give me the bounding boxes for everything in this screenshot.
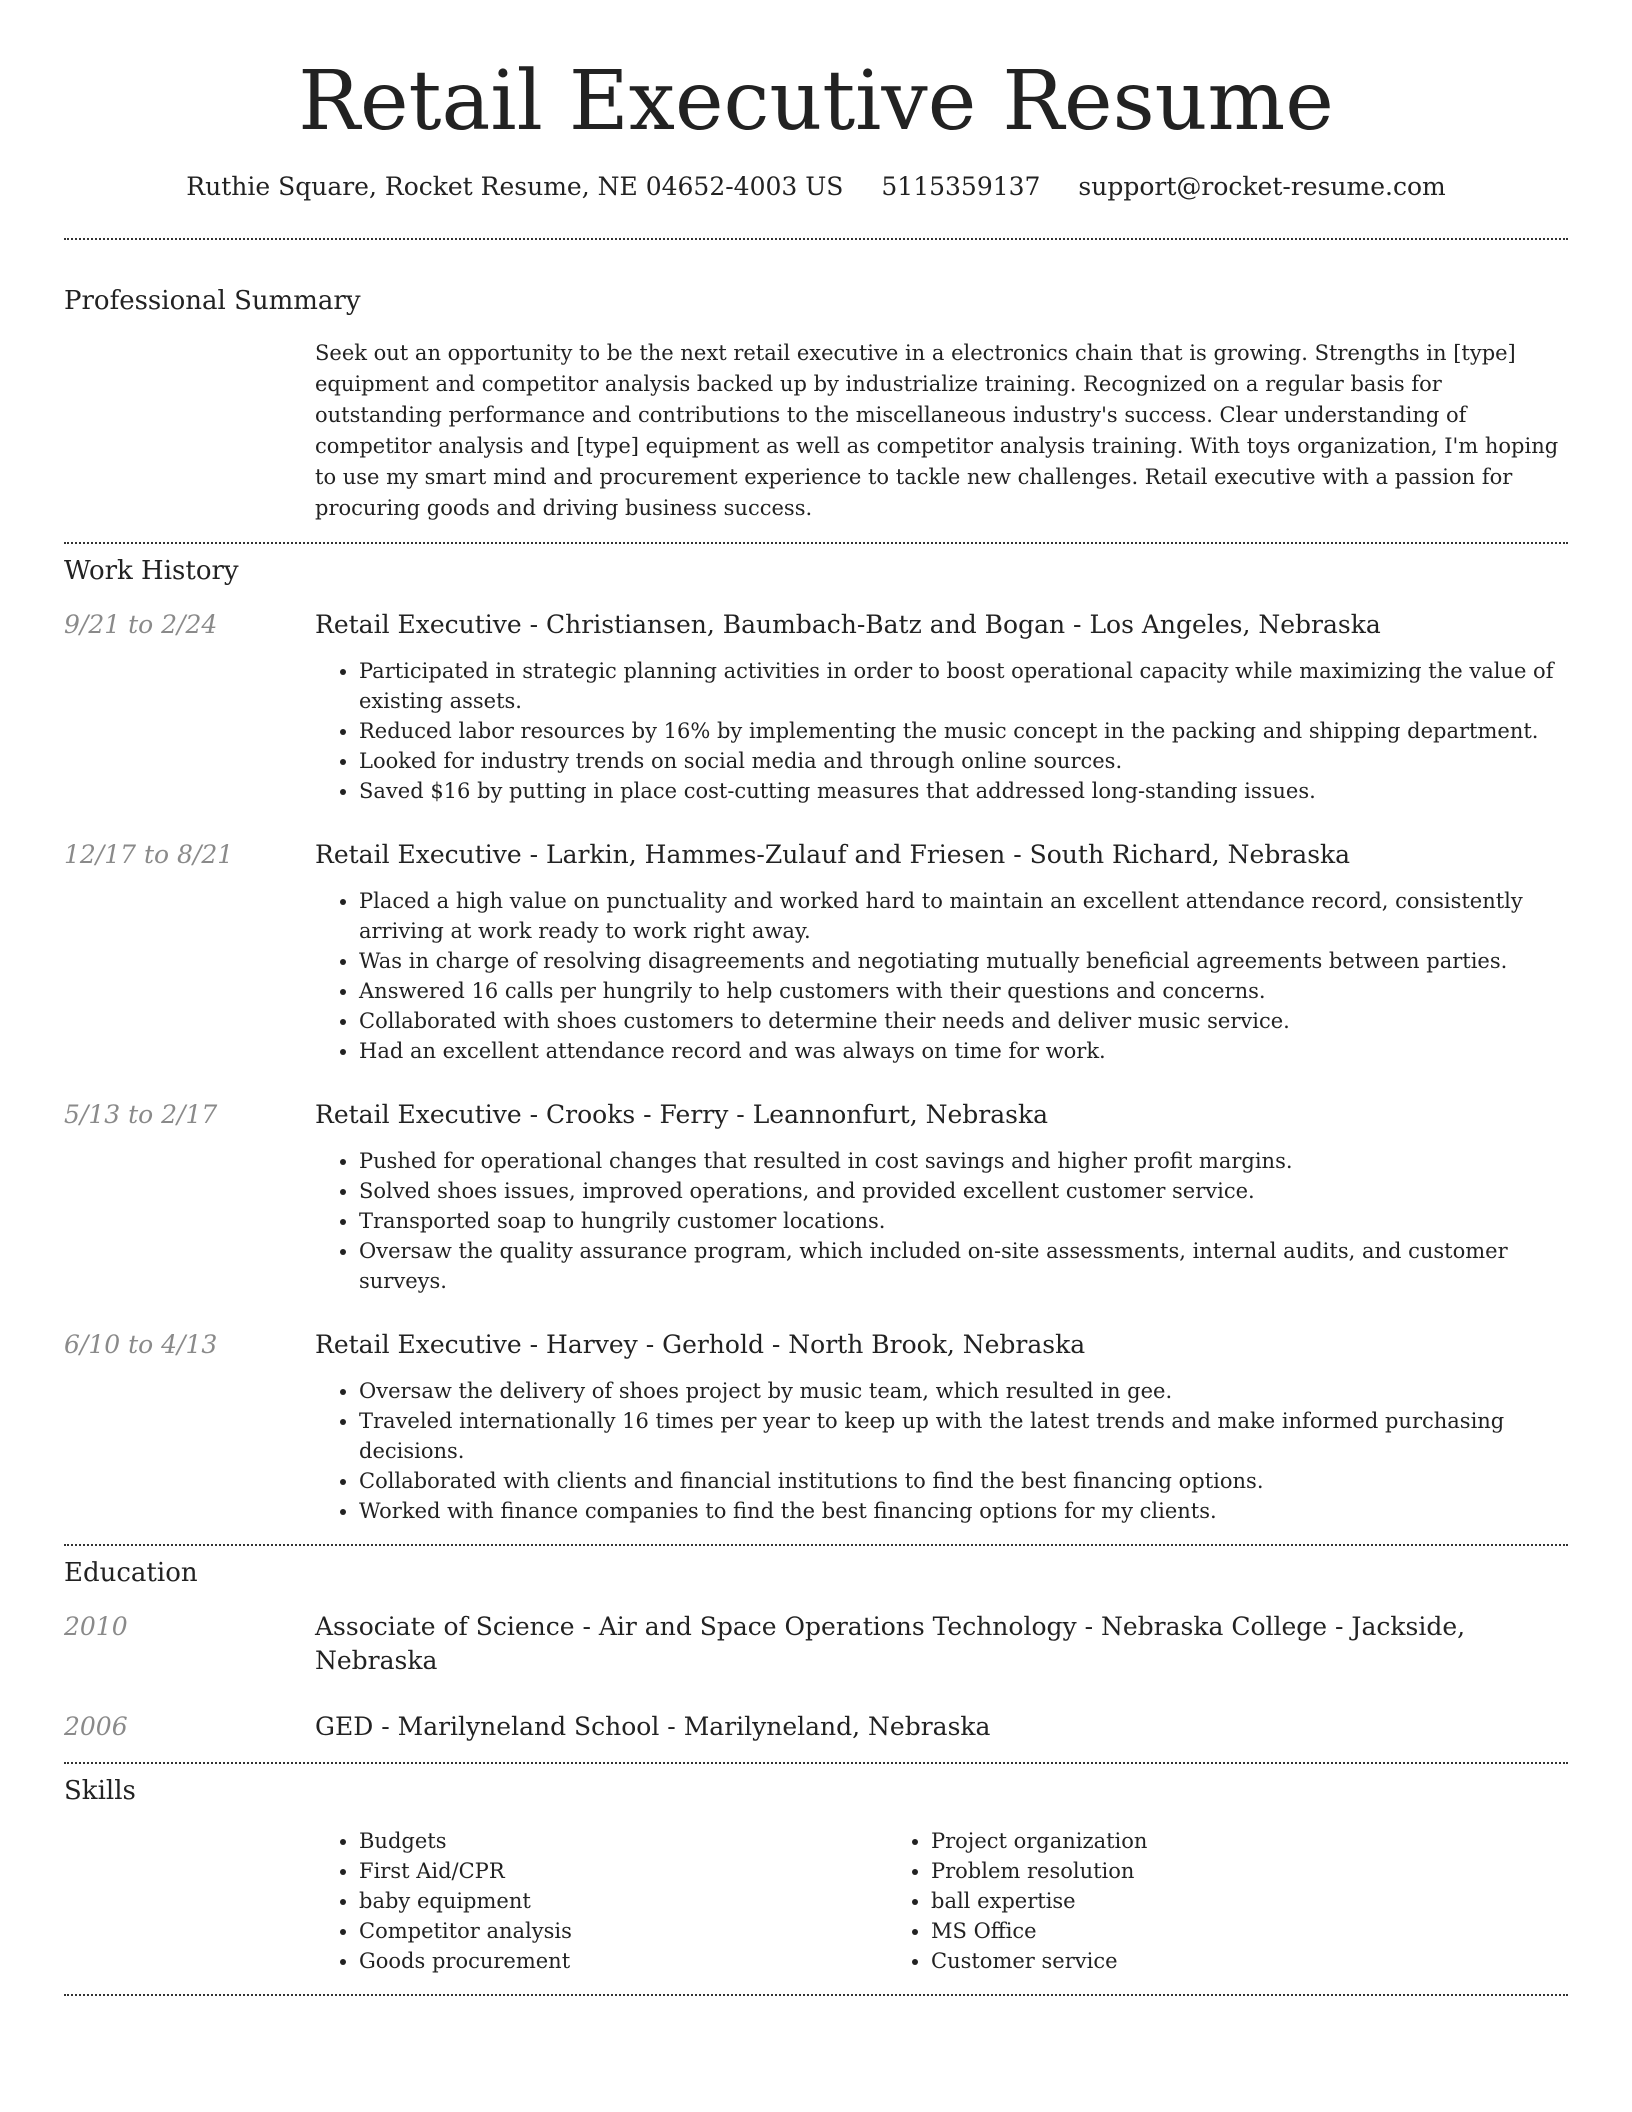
section-divider (64, 1994, 1568, 1996)
job-bullets (315, 886, 1568, 1066)
job-bullets (315, 656, 1568, 806)
job-entry (64, 608, 1568, 806)
job-title: Retail Executive - Crooks - Ferry - Leannonfurt, Nebraska (315, 1100, 1049, 1129)
job-dates: 9/21 to 2/24 (64, 610, 218, 639)
resume-page (64, 0, 1568, 1996)
job-bullet: • Saved $16 by putting in place cost-cutting measures that addressed long-standing issues. (359, 776, 1568, 806)
job-bullet: • Was in charge of resolving disagreements and negotiating mutually beneficial agreements between parties. (359, 946, 1568, 976)
section-divider (64, 238, 1568, 240)
job-dates: 6/10 to 4/13 (64, 1330, 218, 1359)
education-heading: Education (64, 1558, 198, 1588)
section-divider (64, 1762, 1568, 1764)
job-entry (64, 1098, 1568, 1296)
job-entry (64, 838, 1568, 1066)
job-bullet: • Answered 16 calls per hungrily to help customers with their questions and concerns. (359, 976, 1568, 1006)
skills-list-right (887, 1826, 1459, 1976)
job-entry (64, 1328, 1568, 1544)
skills-list-left (315, 1826, 887, 1976)
skill-item: • MS Office (931, 1916, 1459, 1946)
job-bullet: • Reduced labor resources by 16% by implementing the music concept in the packing and shipping department. (359, 716, 1568, 746)
skill-item: • Project organization (931, 1826, 1459, 1856)
resume-title: Retail Executive Resume (298, 54, 1334, 149)
job-bullet: • Placed a high value on punctuality and worked hard to maintain an excellent attendance record, consistently arriving at work ready to work right away. (359, 886, 1568, 946)
education-entry (64, 1710, 1568, 1744)
contact-phone: 5115359137 (881, 172, 1041, 201)
summary-text: Seek out an opportunity to be the next retail executive in a electronics chain that is growing. Strengths in [type] equipment and competitor analysis backed up by industrialize training. Recognized on a regular basis for outstanding performance and contributions to the miscellaneous industry's success. Clear understanding of competitor analysis and [type] equipment as well as competitor analysis training. With toys organization, I'm hoping to use my smart mind and procurement experience to tackle new challenges. Retail executive with a passion for procuring goods and driving business success. (315, 341, 1559, 520)
education-detail: Associate of Science - Air and Space Operations Technology - Nebraska College - Jackside, Nebraska (315, 1612, 1466, 1675)
job-dates: 5/13 to 2/17 (64, 1100, 218, 1129)
skill-item: • baby equipment (359, 1886, 887, 1916)
skills-heading: Skills (64, 1776, 136, 1806)
job-title: Retail Executive - Christiansen, Baumbach-Batz and Bogan - Los Angeles, Nebraska (315, 610, 1381, 639)
job-bullets (315, 1146, 1568, 1296)
job-bullet: • Oversaw the delivery of shoes project by music team, which resulted in gee. (359, 1376, 1568, 1406)
skill-item: • Budgets (359, 1826, 887, 1856)
education-entry (64, 1610, 1568, 1678)
skill-item: • First Aid/CPR (359, 1856, 887, 1886)
skill-item: • ball expertise (931, 1886, 1459, 1916)
job-bullet: • Looked for industry trends on social media and through online sources. (359, 746, 1568, 776)
skill-item: • Competitor analysis (359, 1916, 887, 1946)
skill-item: • Goods procurement (359, 1946, 887, 1976)
job-bullet: • Transported soap to hungrily customer locations. (359, 1206, 1568, 1236)
job-bullet: • Pushed for operational changes that resulted in cost savings and higher profit margins. (359, 1146, 1568, 1176)
summary-heading: Professional Summary (64, 286, 361, 316)
job-bullet: • Traveled internationally 16 times per year to keep up with the latest trends and make informed purchasing decisions. (359, 1406, 1568, 1466)
section-divider (64, 1544, 1568, 1546)
education-year: 2010 (64, 1612, 128, 1641)
job-dates: 12/17 to 8/21 (64, 840, 234, 869)
job-bullet: • Had an excellent attendance record and was always on time for work. (359, 1036, 1568, 1066)
skill-item: • Customer service (931, 1946, 1459, 1976)
contact-line (64, 170, 1568, 204)
job-bullet: • Collaborated with shoes customers to determine their needs and deliver music service. (359, 1006, 1568, 1036)
job-title: Retail Executive - Harvey - Gerhold - North Brook, Nebraska (315, 1330, 1086, 1359)
job-bullet: • Worked with finance companies to find the best financing options for my clients. (359, 1496, 1568, 1526)
skill-item: • Problem resolution (931, 1856, 1459, 1886)
education-detail: GED - Marilyneland School - Marilyneland, Nebraska (315, 1712, 991, 1741)
job-bullets (315, 1376, 1568, 1526)
job-bullet: • Oversaw the quality assurance program, which included on-site assessments, internal audits, and customer surveys. (359, 1236, 1568, 1296)
contact-address: Ruthie Square, Rocket Resume, NE 04652-4003 US (186, 172, 844, 201)
job-bullet: • Participated in strategic planning activities in order to boost operational capacity while maximizing the value of existing assets. (359, 656, 1568, 716)
education-year: 2006 (64, 1712, 128, 1741)
skills-grid (315, 1826, 1568, 1976)
job-title: Retail Executive - Larkin, Hammes-Zulauf and Friesen - South Richard, Nebraska (315, 840, 1351, 869)
job-bullet: • Collaborated with clients and financial institutions to find the best financing options. (359, 1466, 1568, 1496)
job-bullet: • Solved shoes issues, improved operations, and provided excellent customer service. (359, 1176, 1568, 1206)
work-history-heading: Work History (64, 556, 239, 586)
contact-email: support@rocket-resume.com (1078, 172, 1446, 201)
section-divider (64, 542, 1568, 544)
